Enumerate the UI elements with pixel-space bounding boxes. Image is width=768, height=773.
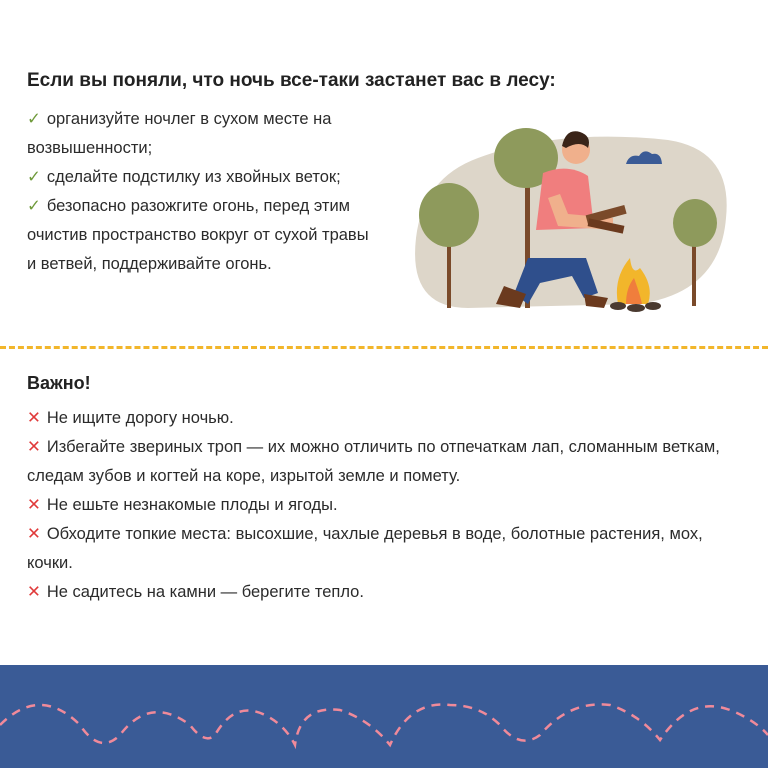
dashed-path-decoration xyxy=(0,665,768,768)
section-divider xyxy=(0,346,768,349)
important-heading: Важно! xyxy=(27,373,91,393)
dont-text: Не ищите дорогу ночью. xyxy=(46,409,234,427)
tip-item xyxy=(27,105,377,163)
dont-text: Не садитесь на камни — берегите тепло. xyxy=(46,583,364,601)
donts-list xyxy=(27,404,747,607)
tip-text: безопасно разожгите огонь, перед этим очистив пространство вокруг от сухой травы и ветвей, поддерживайте огонь. xyxy=(27,197,369,273)
checkmark-icon: ✓ xyxy=(27,197,41,215)
dont-item xyxy=(27,491,747,520)
tips-list xyxy=(27,105,377,279)
dont-item xyxy=(27,404,747,433)
dont-text: Избегайте звериных троп — их можно отличить по отпечаткам лап, сломанным веткам, следам зубов и когтей на коре, изрытой земле и помету. xyxy=(27,438,720,485)
tip-text: организуйте ночлег в сухом месте на возвышенности; xyxy=(27,110,332,157)
checkmark-icon: ✓ xyxy=(27,168,41,186)
dont-item xyxy=(27,520,747,578)
tip-item xyxy=(27,192,377,279)
dont-item xyxy=(27,433,747,491)
campfire-illustration xyxy=(408,118,728,318)
cross-icon: ✕ xyxy=(27,438,41,456)
cross-icon: ✕ xyxy=(27,583,41,601)
tip-item xyxy=(27,163,377,192)
dont-text: Не ешьте незнакомые плоды и ягоды. xyxy=(46,496,338,514)
section-heading: Если вы поняли, что ночь все-таки застанет вас в лесу: xyxy=(27,70,556,91)
tip-text: сделайте подстилку из хвойных веток; xyxy=(46,168,341,186)
footer-band xyxy=(0,665,768,768)
dont-item xyxy=(27,578,747,607)
cross-icon: ✕ xyxy=(27,409,41,427)
cross-icon: ✕ xyxy=(27,496,41,514)
dont-text: Обходите топкие места: высохшие, чахлые деревья в воде, болотные растения, мох, кочки. xyxy=(27,525,703,572)
cross-icon: ✕ xyxy=(27,525,41,543)
checkmark-icon: ✓ xyxy=(27,110,41,128)
